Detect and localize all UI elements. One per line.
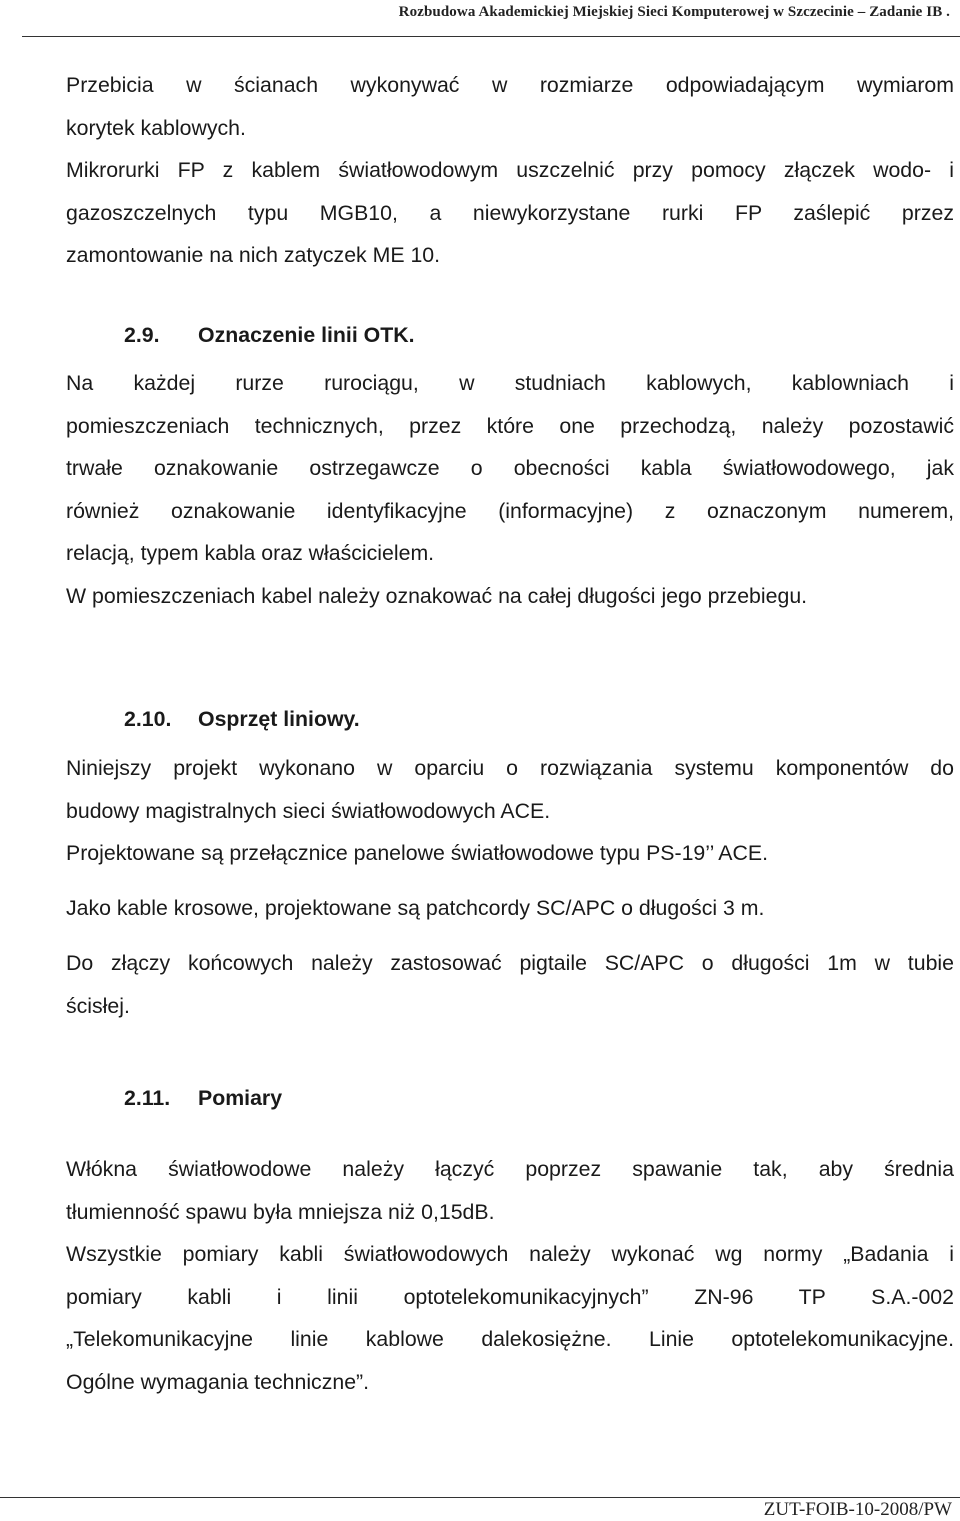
text-line: pomiary kabli i linii optotelekomunikacyjnych” ZN-96 TP S.A.-002	[66, 1284, 954, 1309]
text-line: ścisłej.	[66, 993, 130, 1018]
text-line: Przebicia w ścianach wykonywać w rozmiarze odpowiadającym wymiarom	[66, 73, 954, 97]
text-line: korytek kablowych.	[66, 115, 246, 140]
section-number: 2.10.	[124, 707, 172, 731]
text-line: „Telekomunikacyjne linie kablowe dalekosiężne. Linie optotelekomunikacyjne.	[66, 1327, 954, 1351]
section-2-10-paragraph-1	[66, 747, 954, 875]
section-heading-2-10	[124, 706, 360, 732]
text-line: zamontowanie na nich zatyczek ME 10.	[66, 243, 441, 267]
section-title: Oznaczenie linii OTK.	[198, 323, 415, 347]
section-number: 2.11.	[124, 1086, 171, 1110]
section-title: Osprzęt liniowy.	[198, 707, 360, 731]
section-heading-2-9	[124, 322, 415, 348]
section-heading-2-11	[124, 1085, 282, 1111]
section-2-11-paragraph-1	[66, 1148, 954, 1403]
text-line: Wszystkie pomiary kabli światłowodowych należy wykonać wg normy „Badania i	[66, 1242, 954, 1266]
text-line: Mikrorurki FP z kablem światłowodowym uszczelnić przy pomocy złączek wodo- i	[66, 158, 954, 182]
text-line: trwałe oznakowanie ostrzegawcze o obecności kabla światłowodowego, jak	[66, 456, 954, 480]
intro-paragraph	[66, 64, 954, 277]
footer-divider	[0, 1497, 960, 1498]
text-line: również oznakowanie identyfikacyjne (informacyjne) z oznaczonym numerem,	[66, 498, 954, 523]
text-line: Do złączy końcowych należy zastosować pigtaile SC/APC o długości 1m w tubie	[66, 951, 954, 975]
text-line: relacją, typem kabla oraz właścicielem.	[66, 541, 435, 565]
footer-document-code: ZUT-FOIB-10-2008/PW	[763, 1499, 952, 1520]
section-title: Pomiary	[198, 1086, 283, 1110]
section-2-10-paragraph-4	[66, 942, 954, 1027]
text-line: gazoszczelnych typu MGB10, a niewykorzystane rurki FP zaślepić przez	[66, 200, 954, 225]
section-number: 2.9.	[124, 323, 160, 347]
text-line: Włókna światłowodowe należy łączyć poprzez spawanie tak, aby średnia	[66, 1157, 954, 1181]
text-line: Ogólne wymagania techniczne”.	[66, 1369, 370, 1394]
text-line: Projektowane są przełącznice panelowe światłowodowe typu PS-19’’ ACE.	[66, 841, 768, 865]
text-line: Jako kable krosowe, projektowane są patchcordy SC/APC o długości 3 m.	[66, 896, 765, 920]
text-line: Niniejszy projekt wykonano w oparciu o rozwiązania systemu komponentów do	[66, 756, 954, 780]
header-divider	[22, 36, 960, 37]
text-line: tłumienność spawu była mniejsza niż 0,15dB.	[66, 1199, 495, 1224]
text-line: pomieszczeniach technicznych, przez które one przechodzą, należy pozostawić	[66, 413, 954, 438]
section-2-10-paragraph-3	[66, 887, 954, 930]
text-line: W pomieszczeniach kabel należy oznakować na całej długości jego przebiegu.	[66, 583, 808, 608]
page-header-title: Rozbudowa Akademickiej Miejskiej Sieci Komputerowej w Szczecinie – Zadanie IB .	[398, 4, 950, 20]
text-line: budowy magistralnych sieci światłowodowych ACE.	[66, 798, 551, 823]
section-2-9-paragraph	[66, 362, 954, 617]
text-line: Na każdej rurze rurociągu, w studniach kablowych, kablowniach i	[66, 371, 954, 395]
